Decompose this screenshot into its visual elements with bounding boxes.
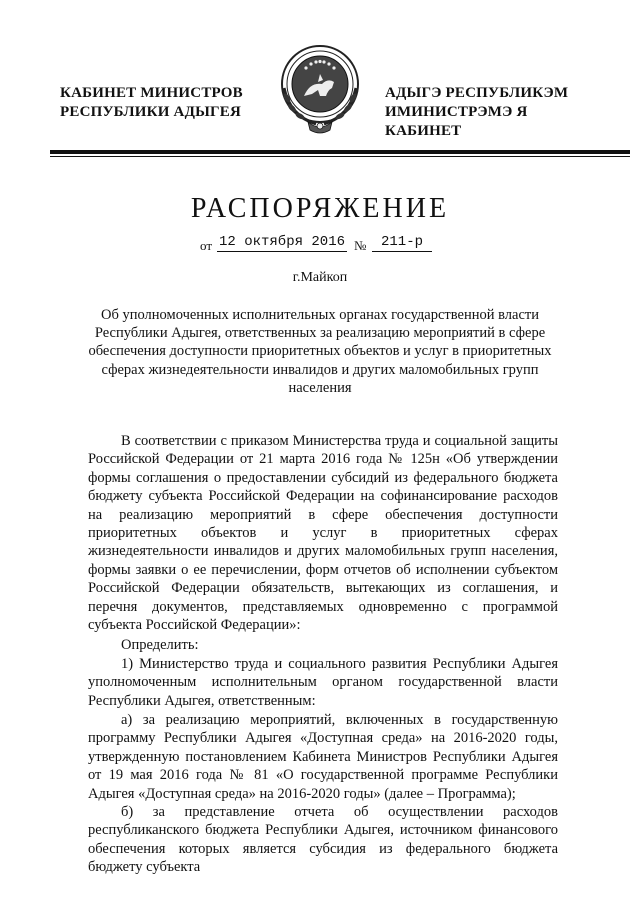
clause-1b-paragraph: б) за представление отчета об осуществлении расходов республиканского бюджета Республики Адыгея, источником финансового обеспечения которых является субсидия из федерального бюджета бюджету субъекта (88, 804, 558, 876)
header-divider-thin (50, 156, 630, 157)
issuer-left-line1: КАБИНЕТ МИНИСТРОВ (60, 85, 243, 101)
preamble-paragraph: В соответствии с приказом Министерства труда и социальной защиты Российской Федерации от 21 марта 2016 года № 125н «Об утверждении формы соглашения о предоставлении субсидий из федерального бюджета бюджету субъекта Российской Федерации на софинансирование расходов на реализацию мероприятий в сфере обеспечения доступности приоритетных объектов и услуг в приоритетных сферах жизнедеятельности инвалидов и других маломобильных групп населения, формы заявки о ее перечислении, форм отчетов об исполнении субъектом Российской Федерации обязательств, вытекающих из соглашения, и перечня документов, представляемых одновременно с программой субъекта Российской Федерации»: (88, 433, 558, 634)
issuer-name-russian (60, 84, 260, 122)
clause-1-paragraph: 1) Министерство труда и социального развития Республики Адыгея уполномоченным исполнительным органом государственной власти Республики Адыгея, ответственным: (88, 656, 558, 709)
issuer-right-line1: АДЫГЭ РЕСПУБЛИКЭМ (385, 85, 569, 101)
issuer-name-adyghe (385, 84, 605, 141)
header-divider-thick (50, 150, 630, 154)
number-value: 211-р (372, 234, 432, 252)
clause-1a-paragraph: а) за реализацию мероприятий, включенных в государственную программу Республики Адыгея «Доступная среда» на 2016-2020 годы, утвержденную постановлением Кабинета Министров Республики Адыгея от 19 мая 2016 года № 81 «О государственной программе Республики Адыгея «Доступная среда» на 2016-2020 годы» (далее – Программа); (88, 712, 558, 802)
document-type-title: РАСПОРЯЖЕНИЕ (190, 193, 450, 224)
city-of-issue: г.Майкоп (292, 270, 348, 285)
order-date-number-line (200, 234, 460, 256)
issuer-right-line2: ИМИНИСТРЭМЭ Я КАБИНЕТ (385, 104, 528, 139)
date-value: 12 октября 2016 (218, 234, 346, 250)
issuer-left-line2: РЕСПУБЛИКИ АДЫГЕЯ (60, 104, 242, 120)
determine-paragraph: Определить: (121, 637, 199, 653)
coat-of-arms-emblem-icon (270, 38, 370, 138)
document-subject: Об уполномоченных исполнительных органах государственной власти Республики Адыгея, ответственных за реализацию мероприятий в сфере обеспечения доступности приоритетных объектов и услуг в приоритетных сферах жизнедеятельности инвалидов и других маломобильных групп населения (88, 307, 552, 396)
number-label: № (354, 238, 367, 253)
date-label: от (200, 238, 213, 253)
